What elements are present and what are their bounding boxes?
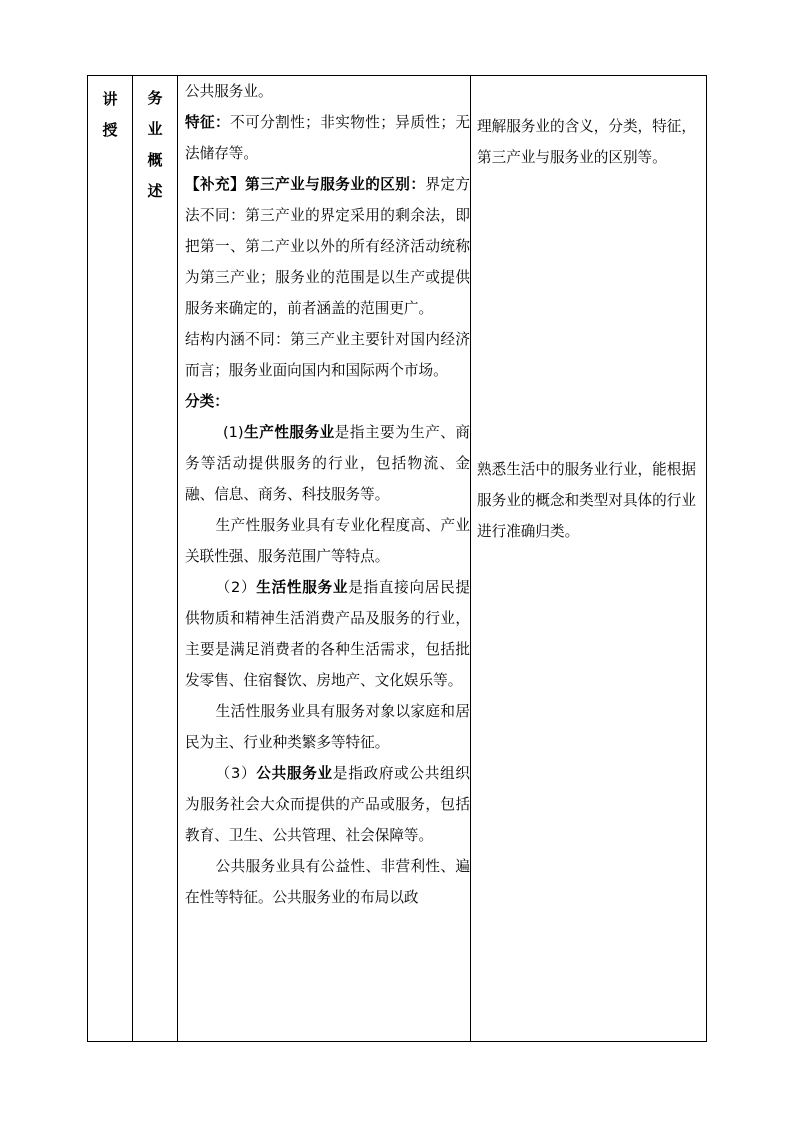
topic-column: [133, 76, 177, 207]
content-line: 公共服务业。: [185, 83, 273, 100]
features-paragraph: [185, 107, 470, 169]
cat1-prefix: (1): [222, 424, 244, 441]
stage-char: 授: [102, 121, 118, 139]
category-label: 分类：: [185, 393, 229, 410]
cat1-text: 是指主要为生产、商务等活动提供服务的行业，包括物流、金融、信息、商务、科技服务等。: [185, 424, 470, 503]
lesson-table: [87, 75, 707, 1042]
stage-column: [88, 76, 132, 146]
category-2-paragraph: [185, 572, 470, 696]
topic-char: 述: [147, 182, 163, 200]
cat2-term: 生活性服务业: [256, 579, 349, 596]
objectives-column: [471, 76, 707, 547]
features-label: 特征：: [185, 114, 231, 131]
content-column: [178, 76, 470, 913]
structure-paragraph: 结构内涵不同：第三产业主要针对国内经济而言；服务业面向国内和国际两个市场。: [185, 331, 470, 379]
category-1-paragraph: [185, 417, 470, 510]
category-3-paragraph: [185, 758, 470, 851]
column-divider: [132, 76, 133, 1041]
topic-char: 务: [147, 89, 163, 107]
supplement-paragraph: [185, 169, 470, 324]
cat3-term: 公共服务业: [256, 765, 333, 782]
cat3-text: 是指政府或公共组织为服务社会大众而提供的产品或服务，包括教育、卫生、公共管理、社会保障等。: [185, 765, 470, 844]
cat2-prefix: （2）: [215, 579, 257, 596]
category-3-feature: 公共服务业具有公益性、非营利性、遍在性等特征。公共服务业的布局以政: [185, 858, 470, 906]
category-heading: [185, 386, 470, 417]
cat3-prefix: （3）: [215, 765, 257, 782]
topic-char: 概: [147, 151, 163, 169]
supplement-text: 界定方法不同：第三产业的界定采用的剩余法，即把第一、第二产业以外的所有经济活动统称为第三产业；服务业的范围是以生产或提供服务来确定的，前者涵盖的范围更广。: [185, 176, 470, 317]
features-text: 不可分割性；非实物性；异质性；无法储存等。: [185, 114, 470, 162]
objective-note-2: 熟悉生活中的服务业行业，能根据服务业的概念和类型对具体的行业进行准确归类。: [477, 461, 696, 540]
category-2-feature: 生活性服务业具有服务对象以家庭和居民为主、行业种类繁多等特征。: [185, 703, 470, 751]
cat1-term: 生产性服务业: [243, 424, 335, 441]
supplement-label: 【补充】第三产业与服务业的区别：: [185, 176, 426, 193]
topic-char: 业: [147, 120, 163, 138]
cat2-text: 是指直接向居民提供物质和精神生活消费产品及服务的行业，主要是满足消费者的各种生活需求，包括批发零售、住宿餐饮、房地产、文化娱乐等。: [185, 579, 470, 689]
stage-char: 讲: [102, 90, 118, 108]
objective-note-1: 理解服务业的含义，分类，特征，第三产业与服务业的区别等。: [477, 118, 696, 166]
category-1-feature: 生产性服务业具有专业化程度高、产业关联性强、服务范围广等特点。: [185, 517, 470, 565]
